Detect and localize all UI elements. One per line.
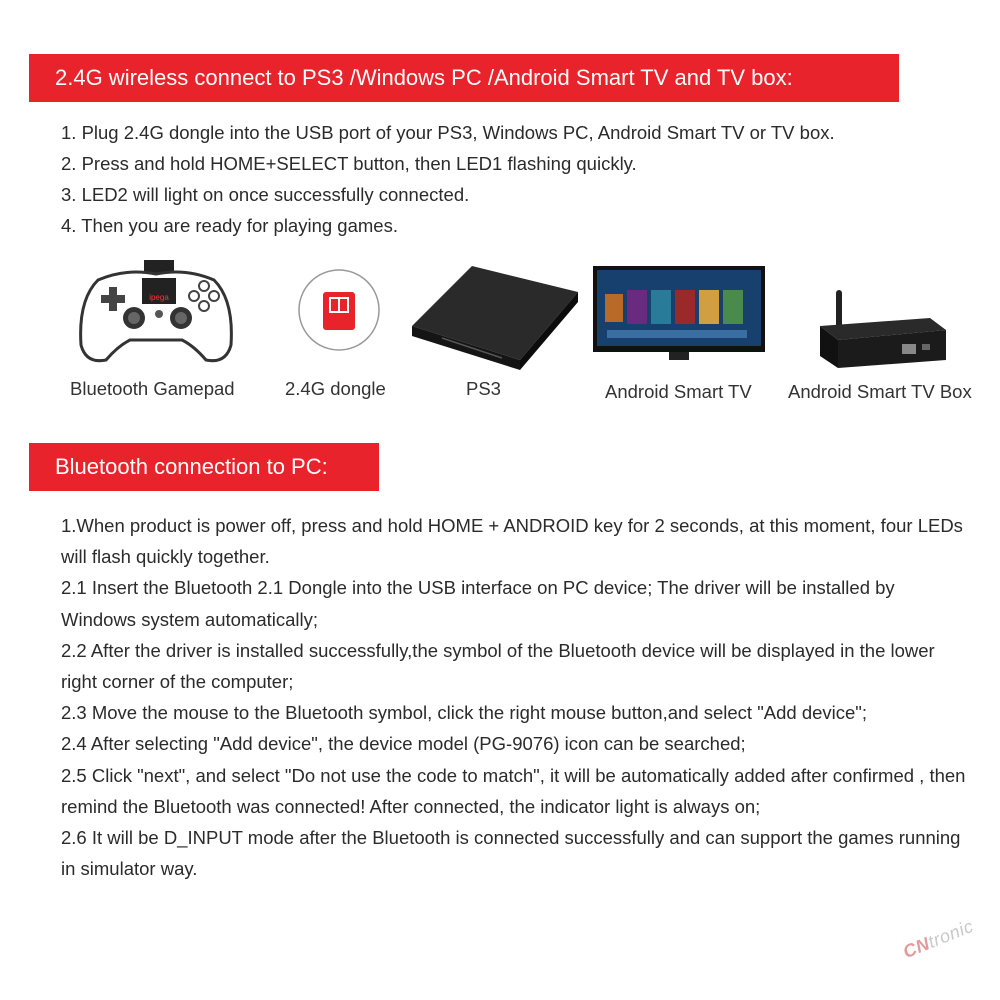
step-item: 2.5 Click "next", and select "Do not use the code to match", it will be automatically added after confirmed , then remind the Bluetooth was connected! After connected, the indicator light is always on; bbox=[61, 764, 966, 817]
step-item: 4. Then you are ready for playing games. bbox=[61, 215, 398, 236]
step-item: 1. Plug 2.4G dongle into the USB port of your PS3, Windows PC, Android Smart TV or TV box. bbox=[61, 122, 835, 143]
tv-box-icon bbox=[820, 290, 950, 377]
section1-title: 2.4G wireless connect to PS3 /Windows PC /Android Smart TV and TV box: bbox=[55, 65, 793, 90]
section1-underline bbox=[29, 100, 899, 102]
step-item: 2.4 After selecting "Add device", the device model (PG-9076) icon can be searched; bbox=[61, 733, 746, 755]
section2-title: Bluetooth connection to PC: bbox=[55, 454, 328, 479]
watermark-suffix: tronic bbox=[925, 915, 977, 952]
device-label-tv-box: Android Smart TV Box bbox=[788, 381, 972, 402]
step-item: 2.3 Move the mouse to the Bluetooth symbol, click the right mouse button,and select "Add device"; bbox=[61, 702, 867, 724]
section2-steps bbox=[61, 510, 966, 884]
step-item: 2.6 It will be D_INPUT mode after the Bluetooth is connected successfully and can support the games running in simulator way. bbox=[61, 827, 961, 880]
step-item: 3. LED2 will light on once successfully connected. bbox=[61, 184, 470, 205]
ps3-console-icon bbox=[402, 264, 582, 379]
device-label-smart-tv: Android Smart TV bbox=[605, 381, 752, 402]
device-label-dongle: 2.4G dongle bbox=[285, 378, 386, 399]
dongle-icon bbox=[297, 268, 381, 357]
watermark-logo bbox=[900, 916, 976, 963]
step-item: 2.1 Insert the Bluetooth 2.1 Dongle into the USB interface on PC device; The driver will be installed by Windows system automatically; bbox=[61, 577, 895, 630]
svg-text:ipega: ipega bbox=[149, 293, 169, 302]
smart-tv-icon bbox=[593, 266, 765, 369]
device-label-ps3: PS3 bbox=[466, 378, 501, 399]
section1-banner bbox=[29, 54, 899, 102]
step-item: 2. Press and hold HOME+SELECT button, then LED1 flashing quickly. bbox=[61, 153, 637, 174]
section1-steps bbox=[61, 117, 835, 241]
watermark-prefix: CN bbox=[900, 933, 933, 963]
step-item: 2.2 After the driver is installed successfully,the symbol of the Bluetooth device will be displayed in the lower right corner of the computer; bbox=[61, 639, 935, 693]
device-label-gamepad: Bluetooth Gamepad bbox=[70, 378, 235, 399]
section2-underline bbox=[29, 489, 379, 491]
step-item: 1.When product is power off, press and hold HOME + ANDROID key for 2 seconds, at this moment, four LEDs will flash quickly together. bbox=[61, 515, 963, 568]
section2-banner bbox=[29, 443, 379, 491]
gamepad-icon bbox=[76, 260, 236, 375]
